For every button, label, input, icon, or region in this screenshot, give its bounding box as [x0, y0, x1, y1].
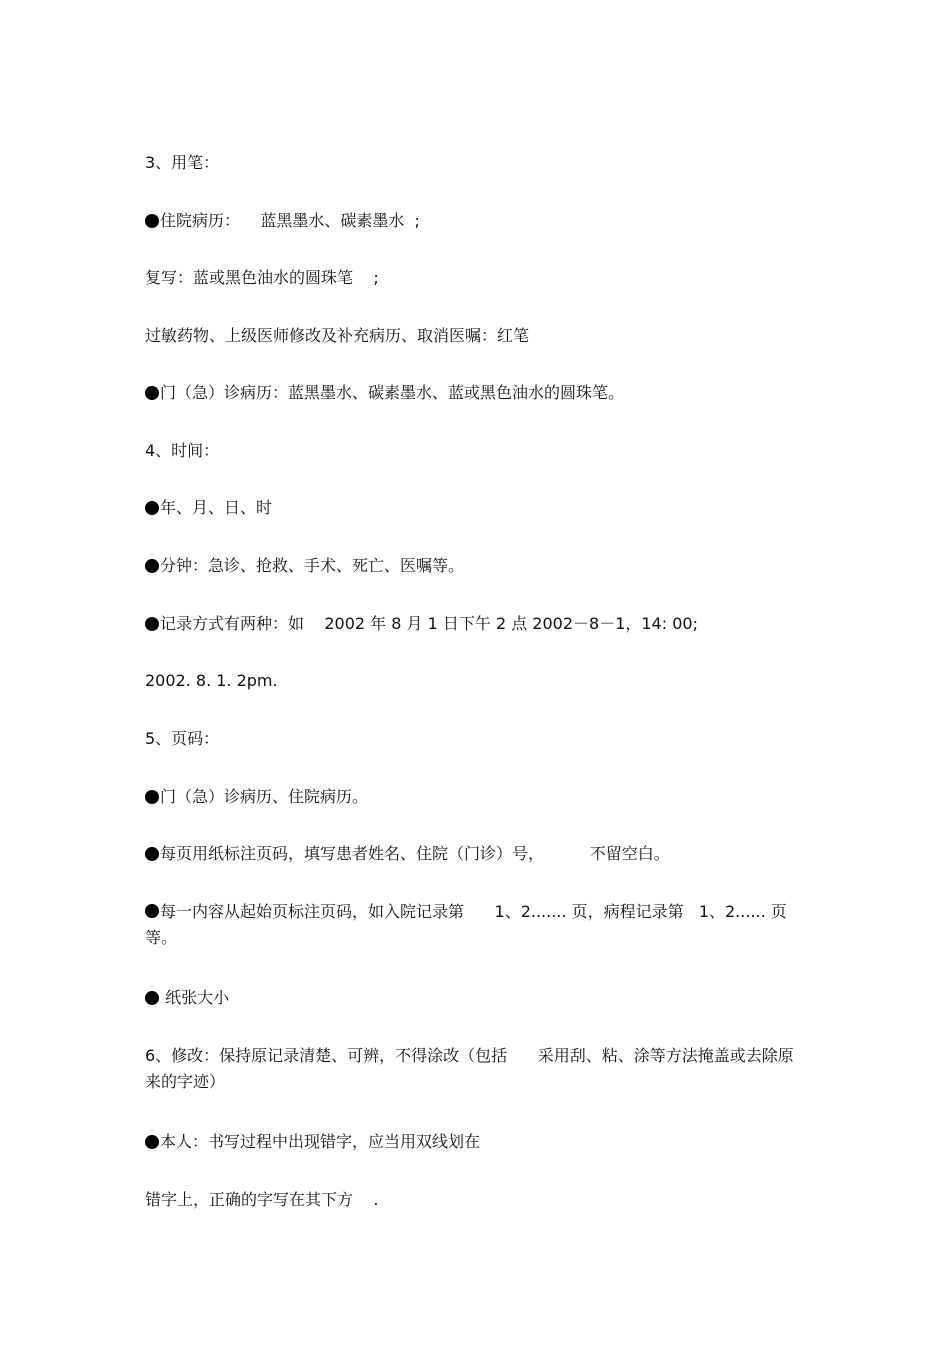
- bullet-item-outpatient-record: [145, 380, 815, 406]
- line-text: 住院病历： 蓝黑墨水、碳素墨水 ;: [160, 211, 420, 230]
- section-heading-pen: [145, 150, 815, 176]
- bullet-item-page-marking: [145, 841, 815, 867]
- bullet-item-inpatient-record: [145, 208, 815, 234]
- paragraph-correction-continued: [145, 1187, 815, 1213]
- section-heading-modification: [145, 1043, 805, 1095]
- line-text: 每一内容从起始页标注页码，如入院记录第 1、2....... 页，病程记录第 1、2...... 页等。: [145, 902, 787, 947]
- paragraph-red-pen: [145, 323, 815, 349]
- bullet-icon: [145, 790, 159, 804]
- line-text: 过敏药物、上级医师修改及补充病历、取消医嘱：红笔: [145, 326, 530, 345]
- paragraph-copy-pen: [145, 265, 815, 291]
- section-heading-time: [145, 438, 815, 464]
- section-heading-page-number: [145, 726, 815, 752]
- line-text: 错字上，正确的字写在其下方 .: [145, 1190, 379, 1209]
- line-text: 年、月、日、时: [160, 498, 273, 517]
- bullet-item-record-types: [145, 784, 815, 810]
- line-text: 本人：书写过程中出现错字，应当用双线划在: [160, 1132, 481, 1151]
- bullet-item-minutes: [145, 553, 815, 579]
- line-text: 门（急）诊病历、住院病历。: [160, 787, 369, 806]
- bullet-icon: [145, 617, 159, 631]
- line-text: 2002. 8. 1. 2pm.: [145, 671, 278, 690]
- line-text: 复写：蓝或黑色油水的圆珠笔 ;: [145, 268, 379, 287]
- line-text: 分钟：急诊、抢救、手术、死亡、医嘱等。: [160, 556, 465, 575]
- bullet-icon: [145, 991, 159, 1005]
- bullet-icon: [145, 501, 159, 515]
- line-text: 每页用纸标注页码，填写患者姓名、住院（门诊）号， 不留空白。: [160, 844, 670, 863]
- bullet-icon: [145, 847, 159, 861]
- line-text: 5、页码：: [145, 729, 220, 748]
- bullet-icon: [145, 559, 159, 573]
- paragraph-date-example: [145, 668, 815, 694]
- bullet-item-paper-size: [145, 985, 815, 1011]
- bullet-icon: [145, 386, 159, 400]
- bullet-item-self-correction: [145, 1129, 815, 1155]
- line-text: 3、用笔：: [145, 153, 220, 172]
- line-text: 4、时间：: [145, 441, 220, 460]
- bullet-item-date-parts: [145, 495, 815, 521]
- line-text: 6、修改：保持原记录清楚、可辨，不得涂改（包括 采用刮、粘、涂等方法掩盖或去除原来的字迹）: [145, 1046, 794, 1091]
- bullet-item-content-pagination: [145, 899, 810, 951]
- bullet-item-record-format: [145, 611, 815, 637]
- bullet-icon: [145, 1135, 159, 1149]
- bullet-icon: [145, 214, 159, 228]
- line-text: 记录方式有两种：如 2002 年 8 月 1 日下午 2 点 2002－8－1，14: 00;: [160, 614, 698, 633]
- line-text: 纸张大小: [160, 988, 230, 1007]
- bullet-icon: [145, 904, 159, 918]
- line-text: 门（急）诊病历：蓝黑墨水、碳素墨水、蓝或黑色油水的圆珠笔。: [160, 383, 625, 402]
